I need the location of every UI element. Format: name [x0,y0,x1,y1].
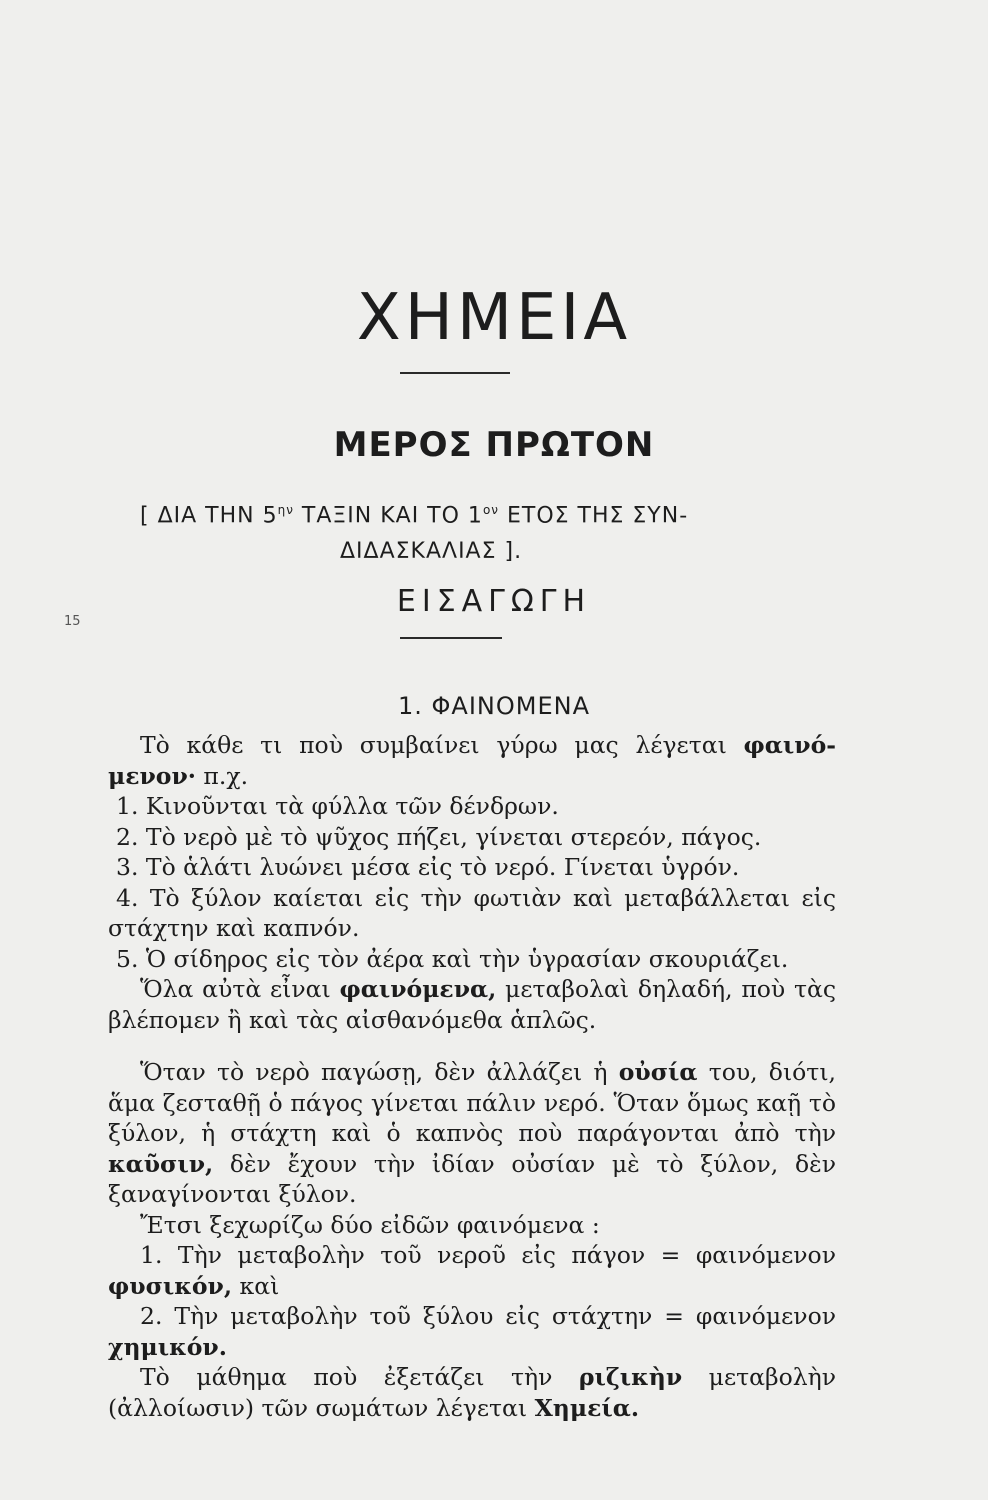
term-combustion: καῦσιν, [108,1149,214,1178]
kind-item [108,1240,836,1301]
title-rule [400,372,510,374]
subtitle-line1-c: ΕΤΟΣ ΤΗΣ ΣΥΝ- [498,503,689,529]
term-chemical: χημικόν. [108,1332,227,1361]
para5-a: Τὸ μάθημα ποὺ ἐξετάζει τὴν [140,1363,579,1391]
paragraph-chemistry [108,1362,836,1423]
kind-2-text: 2. Τὴν μεταβολὴν τοῦ ξύλου εἰς στάχτην = φαινόμενον [140,1302,836,1330]
term-substance: οὐσία [618,1058,698,1086]
para1-text: Τὸ κάθε τι ποὺ συμβαίνει γύρω μας λέγεται [140,731,744,759]
page-title: ΧΗΜΕΙΑ [356,281,632,355]
kind-1-after: καὶ [232,1271,280,1300]
para3-a: Ὅταν τὸ νερὸ παγώσῃ, δὲν ἀλλάζει ἡ [140,1058,619,1086]
part-title: ΜΕΡΟΣ ΠΡΩΤΟΝ [333,425,655,465]
example-item: 1. Κινοῦνται τὰ φύλλα τῶν δένδρων. [116,792,559,820]
para3-b: του, διότι, ἅμα ζεσταθῇ ὁ πάγος γίνεται πάλιν νερό. Ὅταν ὅμως καῇ τὸ ξύλον, ἡ στάχτη καὶ ὁ καπνὸς ποὺ παράγονται ἀπὸ τὴν [108,1058,836,1147]
term-phenomenon: φαινό-μενον· [108,731,836,790]
paragraph-two-kinds: Ἔτσι ξεχωρίζω δύο εἰδῶν φαινόμενα : [140,1210,600,1239]
paragraph-changes [108,974,836,1035]
para2-after: μεταβολαὶ δηλαδή, ποὺ τὰς βλέπομεν ἢ καὶ τὰς αἰσθανόμεθα ἁπλῶς. [108,975,836,1034]
paragraph-substance [108,1057,836,1210]
body-text [108,730,836,1423]
para1-after: π.χ. [195,761,249,790]
para2-before: Ὅλα αὐτὰ εἶναι [140,975,340,1003]
intro-heading: ΕΙΣΑΓΩΓΗ [396,584,592,619]
term-radical: ριζικὴν [578,1363,683,1391]
para3-c: δὲν ἔχουν τὴν ἰδίαν οὐσίαν μὲ τὸ ξύλον, δὲν ξαναγίνονται ξύλον. [108,1149,836,1208]
para5-b: μεταβολὴν (ἀλλοίωσιν) τῶν σωμάτων λέγεται [108,1363,836,1422]
intro-rule [400,637,502,639]
term-chemistry: Χημεία. [534,1393,640,1422]
subtitle [140,492,800,570]
example-item: 5. Ὁ σίδηρος εἰς τὸν ἀέρα καὶ τὴν ὑγρασίαν σκουριάζει. [116,944,789,973]
section-heading: 1. ΦΑΙΝΟΜΕΝΑ [398,692,590,720]
term-physical: φυσικόν, [108,1271,233,1300]
example-item: 2. Τὸ νερὸ μὲ τὸ ψῦχος πήζει, γίνεται στερεόν, πάγος. [116,822,762,851]
example-item: 3. Τὸ ἁλάτι λυώνει μέσα εἰς τὸ νερό. Γίνεται ὑγρόν. [116,853,740,881]
term-phenomena: φαινόμενα, [339,975,497,1003]
subtitle-line2: ΔΙΔΑΣΚΑΛΙΑΣ ]. [340,539,523,565]
subtitle-line1-a: [ ΔΙΑ ΤΗΝ 5 [140,503,278,529]
kind-1-text: 1. Τὴν μεταβολὴν τοῦ νεροῦ εἰς πάγον = φαινόμενον [140,1241,836,1269]
subtitle-line1-b: ΤΑΞΙΝ ΚΑΙ ΤΟ 1 [293,503,483,529]
margin-mark: 15 [64,614,81,629]
paragraph-definition [108,730,836,791]
subtitle-sup-2: ον [482,503,499,517]
kind-item [108,1301,836,1362]
paragraph-gap [108,1035,836,1057]
subtitle-sup-1: ην [277,503,294,517]
example-item: 4. Τὸ ξύλον καίεται εἰς τὴν φωτιὰν καὶ μεταβάλλεται εἰς στάχτην καὶ καπνόν. [108,883,836,942]
